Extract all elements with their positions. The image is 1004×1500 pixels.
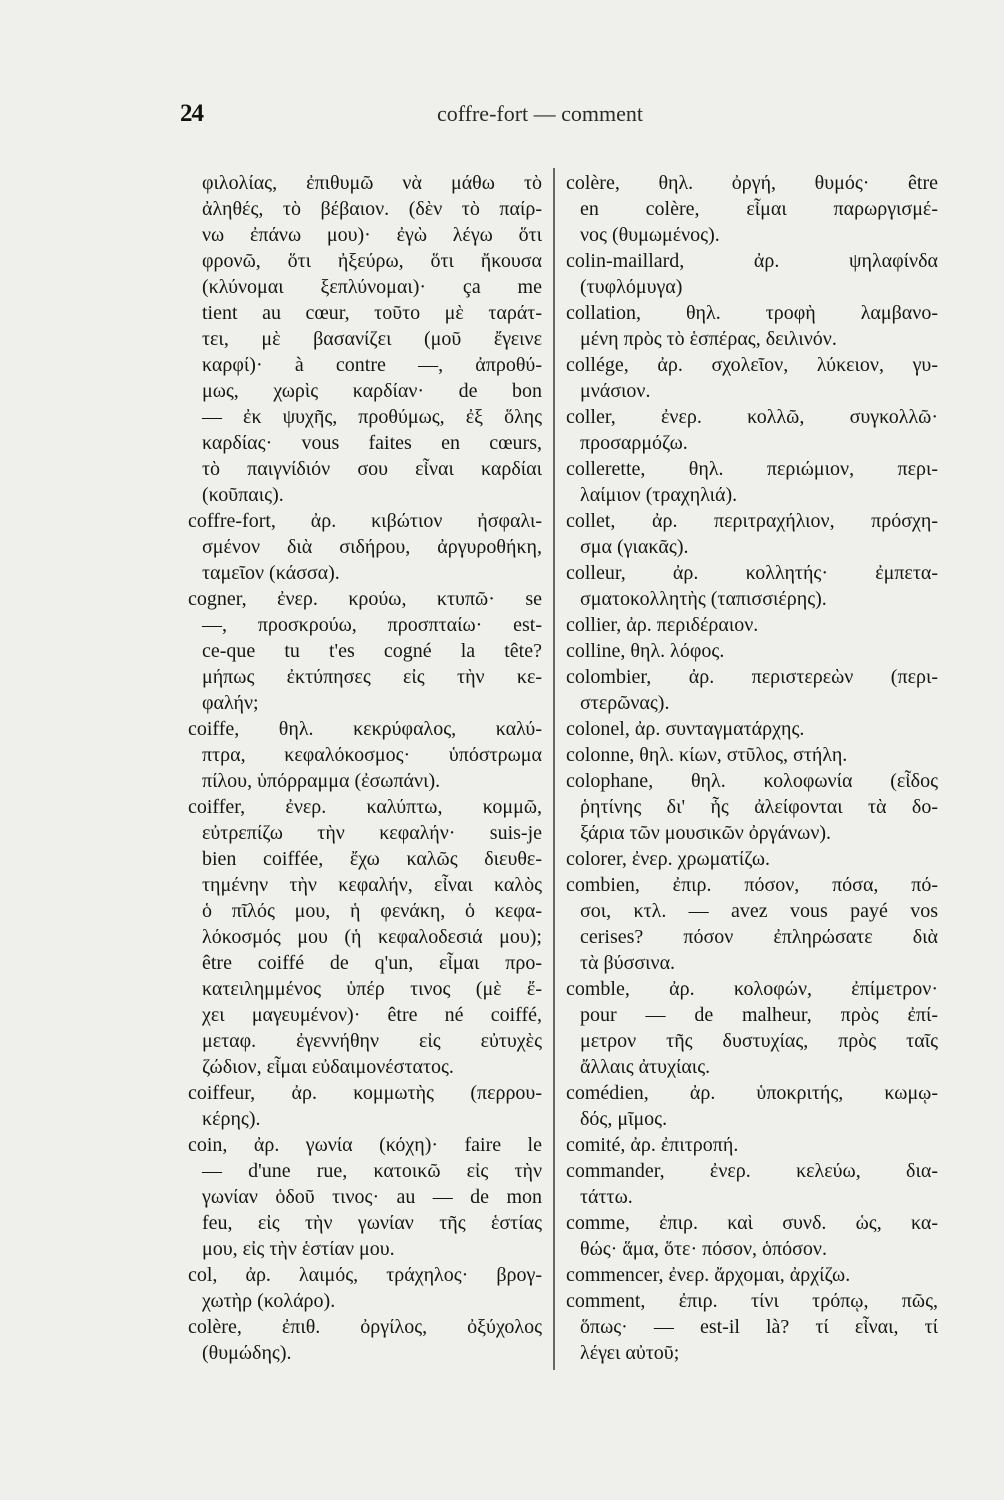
entry-headword-line: cogner, ἐνερ. κρούω, κτυπῶ· se — [188, 588, 542, 610]
entry-headword-line: combien, ἐπιρ. πόσον, πόσα, πό- — [566, 874, 938, 896]
entry-headword-line: collerette, θηλ. περιώμιον, περι- — [566, 458, 938, 480]
dictionary-entry — [188, 1132, 542, 1262]
entry-headword-line: collet, ἀρ. περιτραχήλιον, πρόσχη- — [566, 510, 938, 532]
dictionary-entry — [566, 352, 938, 404]
entry-line: —, προσκρούω, προσπταίω· est- — [202, 614, 542, 636]
dictionary-entry — [566, 1080, 938, 1132]
entry-line: λέγει αὐτοῦ; — [580, 1342, 680, 1364]
entry-headword-line: colline, θηλ. λόφος. — [566, 640, 725, 662]
entry-headword-line: colombier, ἀρ. περιστερεὼν (περι- — [566, 666, 938, 688]
entry-line: νος (θυμωμένος). — [580, 224, 720, 246]
entry-headword-line: colère, θηλ. ὀργή, θυμός· être — [566, 172, 938, 194]
entry-headword-line: coiffe, θηλ. κεκρύφαλος, καλύ- — [188, 718, 542, 740]
entry-line: φιλολίας, ἐπιθυμῶ νὰ μάθω τὸ — [202, 172, 542, 194]
entry-headword-line: commander, ἐνερ. κελεύω, δια- — [566, 1160, 938, 1182]
entry-line: σματοκολλητὴς (ταπισσιέρης). — [580, 588, 827, 610]
entry-line: χωτὴρ (κολάρο). — [202, 1290, 336, 1312]
entry-line: τὸ παιγνίδιόν σου εἶναι καρδίαι — [202, 458, 542, 480]
dictionary-entry — [566, 664, 938, 716]
entry-line: σμα (γιακᾶς). — [580, 536, 689, 558]
entry-headword-line: comble, ἀρ. κολοφών, ἐπίμετρον· — [566, 978, 938, 1000]
entry-line: στερῶνας). — [580, 692, 670, 714]
entry-line: μνάσιον. — [580, 380, 651, 402]
entry-headword-line: collége, ἀρ. σχολεῖον, λύκειον, γυ- — [566, 354, 938, 376]
entry-line: καρδίας· vous faites en cœurs, — [202, 432, 542, 454]
entry-line: τημένην τὴν κεφαλήν, εἶναι καλὸς — [202, 874, 542, 896]
entry-line: ταμεῖον (κάσσα). — [202, 562, 340, 584]
entry-line: ἄλλαις ἀτυχίαις. — [580, 1056, 711, 1078]
dictionary-entry — [188, 508, 542, 586]
dictionary-entry — [566, 1262, 938, 1288]
entry-line: être coiffé de q'un, εἶμαι προ- — [202, 952, 542, 974]
entry-headword-line: comédien, ἀρ. ὑποκριτής, κωμῳ- — [566, 1082, 938, 1104]
entry-line: δός, μῖμος. — [580, 1108, 668, 1130]
entry-line: μως, χωρὶς καρδίαν· de bon — [202, 380, 542, 402]
entry-line: ζώδιον, εἶμαι εὐδαιμονέστατος. — [202, 1056, 454, 1078]
entry-line: (κλύνομαι ξεπλύνομαι)· ça me — [202, 276, 542, 298]
entry-headword-line: coin, ἀρ. γωνία (κόχη)· faire le — [188, 1134, 542, 1156]
entry-headword-line: comme, ἐπιρ. καὶ συνδ. ὡς, κα- — [566, 1212, 938, 1234]
dictionary-entry — [566, 560, 938, 612]
entry-line: μου, εἰς τὴν ἑστίαν μου. — [202, 1238, 395, 1260]
entry-line: λόκοσμός μου (ἡ κεφαλοδεσιά μου); — [202, 926, 542, 948]
entry-headword-line: coffre-fort, ἀρ. κιβώτιον ἠσφαλι- — [188, 510, 542, 532]
entry-line: θώς· ἅμα, ὅτε· πόσον, ὁπόσον. — [580, 1238, 827, 1260]
dictionary-entry — [188, 586, 542, 716]
dictionary-entry — [188, 716, 542, 794]
dictionary-entry — [566, 872, 938, 976]
entry-line: — ἐκ ψυχῆς, προθύμως, ἐξ ὅλης — [202, 406, 542, 428]
entry-line: γωνίαν ὁδοῦ τινος· au — de mon — [202, 1186, 542, 1208]
entry-headword-line: colère, ἐπιθ. ὀργίλος, ὀξύχολος — [188, 1316, 542, 1338]
entry-line: κατειλημμένος ὑπέρ τινος (μὲ ἔ- — [202, 978, 542, 1000]
entry-headword-line: colonne, θηλ. κίων, στῦλος, στήλη. — [566, 744, 848, 766]
entry-headword-line: comité, ἀρ. ἐπιτροπή. — [566, 1134, 739, 1156]
dictionary-entry — [566, 846, 938, 872]
left-column — [188, 170, 542, 1366]
entry-headword-line: colleur, ἀρ. κολλητής· ἐμπετα- — [566, 562, 938, 584]
entry-line: ὁ πῖλός μου, ἡ φενάκη, ὁ κεφα- — [202, 900, 542, 922]
entry-line: bien coiffée, ἔχω καλῶς διευθε- — [202, 848, 542, 870]
entry-line: μένη πρὸς τὸ ἑσπέρας, δειλινόν. — [580, 328, 837, 350]
entry-line: προσαρμόζω. — [580, 432, 688, 454]
entry-line: (κοῦπαις). — [202, 484, 284, 506]
entry-line: ῥητίνης δι' ἧς ἀλείφονται τὰ δο- — [580, 796, 938, 818]
entry-line: μετρον τῆς δυστυχίας, πρὸς ταῖς — [580, 1030, 938, 1052]
entry-line: ξάρια τῶν μουσικῶν ὀργάνων). — [580, 822, 832, 844]
entry-line: τάττω. — [580, 1186, 633, 1208]
page-number: 24 — [180, 100, 203, 127]
dictionary-entry — [188, 1314, 542, 1366]
entry-line: λαίμιον (τραχηλιά). — [580, 484, 738, 506]
dictionary-entry — [566, 300, 938, 352]
entry-line: en colère, εἶμαι παρωργισμέ- — [580, 198, 938, 220]
entry-line: πίλου, ὑπόρραμμα (ἐσωπάνι). — [202, 770, 441, 792]
continued-entry — [188, 170, 542, 508]
entry-headword-line: col, ἀρ. λαιμός, τράχηλος· βρογ- — [188, 1264, 542, 1286]
entry-line: tient au cœur, τοῦτο μὲ ταράτ- — [202, 302, 542, 324]
dictionary-entry — [566, 976, 938, 1080]
entry-line: (θυμώδης). — [202, 1342, 292, 1364]
entry-headword-line: colophane, θηλ. κολοφωνία (εἶδος — [566, 770, 938, 792]
dictionary-entry — [188, 1080, 542, 1132]
entry-headword-line: collation, θηλ. τροφὴ λαμβανο- — [566, 302, 938, 324]
dictionary-entry — [566, 638, 938, 664]
entry-headword-line: collier, ἀρ. περιδέραιον. — [566, 614, 759, 636]
entry-line: feu, εἰς τὴν γωνίαν τῆς ἑστίας — [202, 1212, 542, 1234]
entry-line: σοι, κτλ. — avez vous payé vos — [580, 900, 938, 922]
entry-line: (τυφλόμυγα) — [580, 276, 683, 298]
entry-line: χει μαγευμένον)· être né coiffé, — [202, 1004, 542, 1026]
entry-line: φαλήν; — [202, 692, 259, 714]
dictionary-entry — [566, 456, 938, 508]
entry-line: τει, μὲ βασανίζει (μοῦ ἔγεινε — [202, 328, 542, 350]
entry-line: κέρης). — [202, 1108, 261, 1130]
entry-line: τὰ βύσσινα. — [580, 952, 676, 974]
dictionary-entry — [188, 794, 542, 1080]
entry-line: cerises? πόσον ἐπληρώσατε διὰ — [580, 926, 938, 948]
entry-line: καρφί)· à contre —, ἀπροθύ- — [202, 354, 542, 376]
running-title: coffre-fort — comment — [436, 101, 644, 126]
dictionary-entry — [566, 716, 938, 742]
dictionary-entry — [566, 742, 938, 768]
entry-headword-line: colorer, ἐνερ. χρωματίζω. — [566, 848, 771, 870]
dictionary-entry — [566, 508, 938, 560]
entry-line: μήπως ἐκτύπησες εἰς τὴν κε- — [202, 666, 542, 688]
entry-line: ce-que tu t'es cogné la tête? — [202, 640, 542, 662]
entry-line: ἀληθές, τὸ βέβαιον. (δὲν τὸ παίρ- — [202, 198, 542, 220]
dictionary-entry — [566, 404, 938, 456]
dictionary-entry — [566, 1158, 938, 1210]
entry-headword-line: colin-maillard, ἀρ. ψηλαφίνδα — [566, 250, 938, 272]
entry-line: φρονῶ, ὅτι ἠξεύρω, ὅτι ἤκουσα — [202, 250, 542, 272]
dictionary-entry — [566, 768, 938, 846]
entry-line: σμένον διὰ σιδήρου, ἀργυροθήκη, — [202, 536, 542, 558]
entry-line: ὅπως· — est-il là? τί εἶναι, τί — [580, 1316, 938, 1338]
dictionary-entry — [566, 1210, 938, 1262]
entry-line: πτρα, κεφαλόκοσμος· ὑπόστρωμα — [202, 744, 542, 766]
entry-line: νω ἐπάνω μου)· ἐγὼ λέγω ὅτι — [202, 224, 542, 246]
right-column — [566, 170, 938, 1366]
entry-headword-line: commencer, ἐνερ. ἄρχομαι, ἀρχίζω. — [566, 1264, 851, 1286]
entry-headword-line: coiffer, ἐνερ. καλύπτω, κομμῶ, — [188, 796, 542, 818]
entry-headword-line: comment, ἐπιρ. τίνι τρόπῳ, πῶς, — [566, 1290, 938, 1312]
entry-line: — d'une rue, κατοικῶ εἰς τὴν — [202, 1160, 542, 1182]
entry-line: pour — de malheur, πρὸς ἐπί- — [580, 1004, 938, 1026]
dictionary-entry — [566, 1132, 938, 1158]
dictionary-entry — [566, 1288, 938, 1366]
dictionary-entry — [566, 612, 938, 638]
entry-headword-line: colonel, ἀρ. συνταγματάρχης. — [566, 718, 805, 740]
entry-line: μεταφ. ἐγεννήθην εἰς εὐτυχὲς — [202, 1030, 542, 1052]
entry-headword-line: coller, ἐνερ. κολλῶ, συγκολλῶ· — [566, 406, 938, 428]
dictionary-entry — [566, 248, 938, 300]
entry-line: εὐτρεπίζω τὴν κεφαλήν· suis-je — [202, 822, 542, 844]
dictionary-entry — [566, 170, 938, 248]
entry-headword-line: coiffeur, ἀρ. κομμωτὴς (περρου- — [188, 1082, 542, 1104]
column-divider — [553, 168, 555, 1370]
dictionary-entry — [188, 1262, 542, 1314]
